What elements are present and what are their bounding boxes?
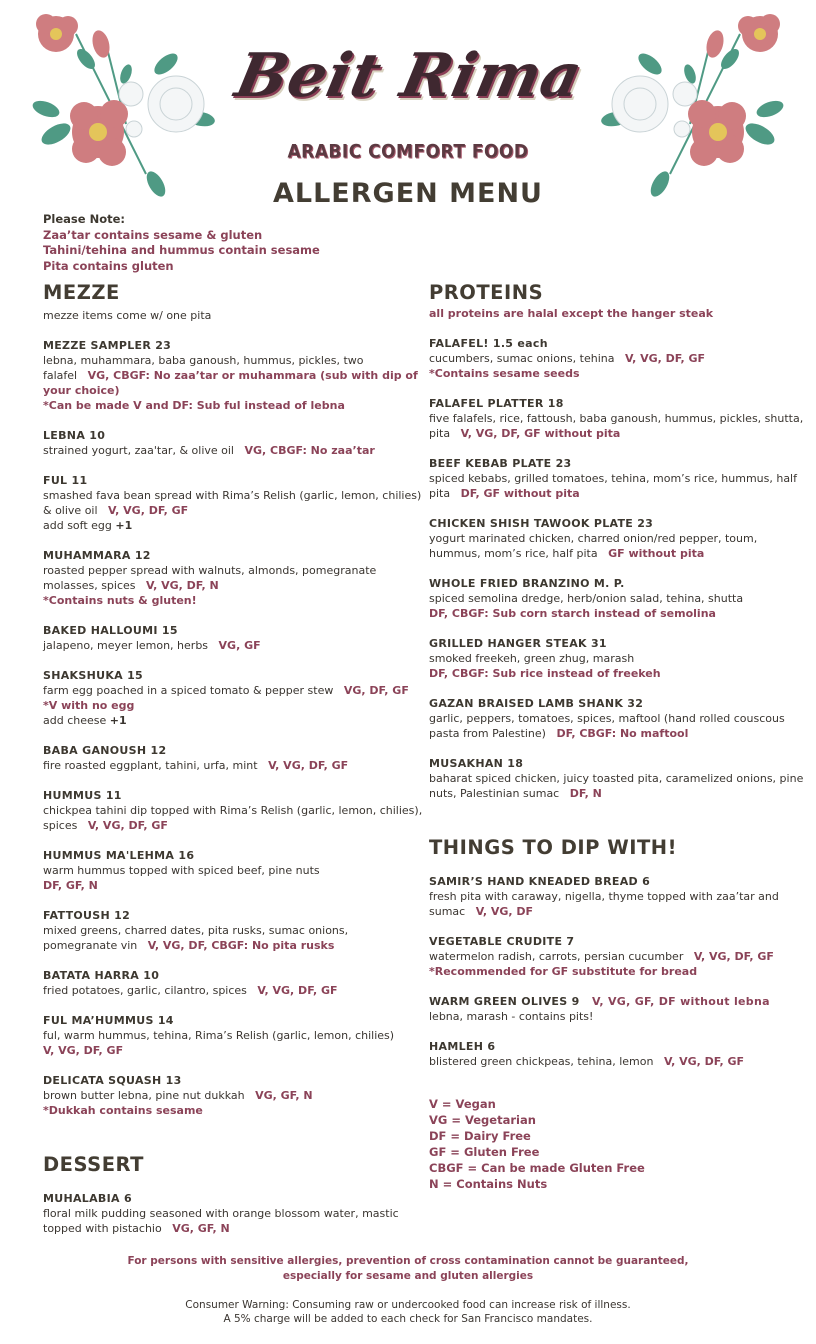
- allergen-note: *Contains nuts & gluten!: [43, 594, 197, 607]
- menu-item: [429, 756, 809, 801]
- dietary-tags: DF, CBGF: Sub corn starch instead of semolina: [429, 607, 716, 620]
- item-description: [429, 531, 809, 561]
- item-description: [43, 443, 423, 458]
- menu-item: [429, 516, 809, 561]
- item-description: [43, 863, 423, 878]
- allergy-warning-line: For persons with sensitive allergies, prevention of cross contamination cannot be guaranteed,: [127, 1255, 689, 1267]
- item-name: WARM GREEN OLIVES 9 V, VG, GF, DF without lebna: [429, 995, 770, 1008]
- legend-entry: V = Vegan: [429, 1097, 496, 1111]
- left-column: [43, 282, 423, 1236]
- description-text: smashed fava bean spread with Rima’s Relish (garlic, lemon, chilies) & olive oil: [43, 489, 422, 517]
- legend-entry: DF = Dairy Free: [429, 1129, 531, 1143]
- item-description: [43, 638, 423, 653]
- legend-entry: N = Contains Nuts: [429, 1177, 548, 1191]
- description-text: floral milk pudding seasoned with orange blossom water, mastic topped with pistachio: [43, 1207, 399, 1235]
- description-text: spiced kebabs, grilled tomatoes, tehina, mom’s rice, hummus, half pita: [429, 472, 797, 500]
- item-name: MUHAMMARA 12: [43, 549, 151, 562]
- item-description: [429, 711, 809, 741]
- menu-item: [43, 473, 423, 533]
- item-description: [429, 889, 809, 919]
- allergen-note: *Can be made V and DF: Sub ful instead of lebna: [43, 399, 345, 412]
- menu-item: [429, 1039, 809, 1069]
- section-title-proteins: PROTEINS: [429, 281, 544, 304]
- dietary-tags: DF, GF without pita: [460, 487, 580, 500]
- consumer-warning: [60, 1298, 756, 1326]
- dietary-tags: VG, CBGF: No zaa’tar: [244, 444, 375, 457]
- item-description: [429, 1009, 809, 1024]
- dietary-tags: V, VG, DF, GF: [87, 819, 168, 832]
- menu-item: [429, 994, 809, 1024]
- item-name: VEGETABLE CRUDITE 7: [429, 935, 575, 948]
- menu-item: [429, 396, 809, 441]
- description-text: spiced semolina dredge, herb/onion salad, tehina, shutta: [429, 592, 744, 605]
- proteins-list: [429, 336, 809, 801]
- section-title-dessert: DESSERT: [43, 1153, 144, 1176]
- description-text: blistered green chickpeas, tehina, lemon: [429, 1055, 654, 1068]
- item-name: GAZAN BRAISED LAMB SHANK 32: [429, 697, 644, 710]
- item-name: GRILLED HANGER STEAK 31: [429, 637, 607, 650]
- dietary-tags: V, VG, DF, GF: [268, 759, 349, 772]
- description-text: five falafels, rice, fattoush, baba ganoush, hummus, pickles, shutta, pita: [429, 412, 804, 440]
- item-description: [429, 1054, 809, 1069]
- menu-item: [43, 428, 423, 458]
- section-title-mezze: MEZZE: [43, 281, 120, 304]
- menu-item: [429, 336, 809, 381]
- dessert-list: [43, 1191, 423, 1236]
- menu-item: [43, 668, 423, 728]
- description-text: chickpea tahini dip topped with Rima’s Relish (garlic, lemon, chilies), spices: [43, 804, 423, 832]
- menu-item: [429, 696, 809, 741]
- add-on-label: add soft egg: [43, 519, 116, 532]
- description-text: smoked freekeh, green zhug, marash: [429, 652, 635, 665]
- add-on: [43, 713, 423, 728]
- allergen-note: *Dukkah contains sesame: [43, 1104, 203, 1117]
- allergy-warning: [60, 1254, 756, 1284]
- description-text: mixed greens, charred dates, pita rusks, sumac onions, pomegranate vin: [43, 924, 349, 952]
- menu-item: [43, 338, 423, 413]
- item-name: FATTOUSH 12: [43, 909, 131, 922]
- allergen-legend: [429, 1096, 645, 1192]
- item-name: BEEF KEBAB PLATE 23: [429, 457, 572, 470]
- description-text: jalapeno, meyer lemon, herbs: [43, 639, 209, 652]
- dietary-tags: V, VG, DF: [475, 905, 534, 918]
- dietary-tags: VG, CBGF: No zaa’tar or muhammara (sub with dip of your choice): [43, 369, 418, 397]
- item-name: FUL MA’HUMMUS 14: [43, 1014, 174, 1027]
- dietary-tags: V, VG, DF, N: [146, 579, 219, 592]
- section-subtitle: mezze items come w/ one pita: [43, 309, 212, 322]
- item-name: BATATA HARRA 10: [43, 969, 160, 982]
- item-description: [43, 1088, 423, 1103]
- dietary-tags: DF, GF, N: [43, 879, 98, 892]
- menu-item: [429, 874, 809, 919]
- description-text: ful, warm hummus, tehina, Rima’s Relish (garlic, lemon, chilies): [43, 1029, 395, 1042]
- menu-item: [43, 788, 423, 833]
- description-text: watermelon radish, carrots, persian cucumber: [429, 950, 684, 963]
- section-title-dip: THINGS TO DIP WITH!: [429, 836, 678, 859]
- dietary-tags: V, VG, DF, GF without pita: [460, 427, 621, 440]
- menu-item: [43, 848, 423, 893]
- description-text: brown butter lebna, pine nut dukkah: [43, 1089, 245, 1102]
- item-name: BABA GANOUSH 12: [43, 744, 167, 757]
- tagline: ARABIC COMFORT FOOD: [287, 141, 529, 163]
- description-text: lebna, muhammara, baba ganoush, hummus, pickles, two falafel: [43, 354, 364, 382]
- mezze-list: [43, 338, 423, 1118]
- dietary-tags: V, VG, DF, GF: [108, 504, 189, 517]
- dietary-tags: V, VG, DF, GF: [663, 1055, 745, 1068]
- description-text: garlic, peppers, tomatoes, spices, maftool (hand rolled couscous pasta from Palestine): [429, 712, 785, 740]
- item-name: MUHALABIA 6: [43, 1192, 132, 1205]
- note-line: Tahini/tehina and hummus contain sesame: [43, 243, 320, 257]
- legend-entry: GF = Gluten Free: [429, 1145, 540, 1159]
- item-name: FALAFEL! 1.5 each: [429, 337, 548, 350]
- item-description: [43, 488, 423, 518]
- dip-list: [429, 874, 809, 1069]
- consumer-warning-line: A 5% charge will be added to each check for San Francisco mandates.: [223, 1313, 593, 1325]
- description-text: baharat spiced chicken, juicy toasted pita, caramelized onions, pine nuts, Palestinian sumac: [429, 772, 804, 800]
- description-text: lebna, marash - contains pits!: [429, 1010, 594, 1023]
- dietary-tags: VG, GF: [218, 639, 261, 652]
- item-name: SAMIR’S HAND KNEADED BREAD 6: [429, 875, 651, 888]
- description-text: cucumbers, sumac onions, tehina: [429, 352, 615, 365]
- item-name: FUL 11: [43, 474, 88, 487]
- item-description: [43, 1206, 423, 1236]
- dietary-tags: V, VG, DF, GF: [257, 984, 338, 997]
- item-name: MUSAKHAN 18: [429, 757, 524, 770]
- item-description: [43, 1028, 423, 1043]
- item-description: [43, 353, 423, 398]
- please-note: [43, 212, 320, 274]
- menu-item: [429, 576, 809, 621]
- item-description: [43, 923, 423, 953]
- menu-item: [43, 743, 423, 773]
- dietary-tags: DF, CBGF: No maftool: [556, 727, 689, 740]
- item-name: BAKED HALLOUMI 15: [43, 624, 178, 637]
- section-subtitle: all proteins are halal except the hanger steak: [429, 307, 714, 320]
- consumer-warning-line: Consumer Warning: Consuming raw or undercooked food can increase risk of illness.: [185, 1299, 631, 1311]
- restaurant-logo: [229, 26, 589, 126]
- item-description: [429, 771, 809, 801]
- item-description: [429, 411, 809, 441]
- description-text: fried potatoes, garlic, cilantro, spices: [43, 984, 247, 997]
- dietary-tags: V, VG, GF, DF without lebna: [591, 995, 770, 1008]
- allergen-note: *Recommended for GF substitute for bread: [429, 965, 698, 978]
- right-column: [429, 282, 809, 1069]
- logo-text: Beit Rima: [229, 41, 589, 111]
- description-text: fresh pita with caraway, nigella, thyme topped with zaa’tar and sumac: [429, 890, 779, 918]
- menu-item: [43, 548, 423, 608]
- menu-item: [43, 1073, 423, 1118]
- item-description: [429, 949, 809, 964]
- item-description: [429, 651, 809, 666]
- add-on-price: +1: [115, 519, 133, 532]
- dietary-tags: GF without pita: [608, 547, 705, 560]
- menu-item: [43, 623, 423, 653]
- item-description: [43, 758, 423, 773]
- note-line: Pita contains gluten: [43, 258, 174, 273]
- legend-entry: CBGF = Can be made Gluten Free: [429, 1161, 645, 1175]
- item-name: SHAKSHUKA 15: [43, 669, 144, 682]
- item-name: HUMMUS 11: [43, 789, 122, 802]
- item-name: FALAFEL PLATTER 18: [429, 397, 564, 410]
- note-line: Zaa’tar contains sesame & gluten: [43, 227, 263, 242]
- add-on-price: +1: [109, 714, 127, 727]
- allergen-note: *Contains sesame seeds: [429, 367, 580, 380]
- dietary-tags: VG, DF, GF *V with no egg: [43, 684, 409, 712]
- item-description: [429, 471, 809, 501]
- item-description: [43, 683, 423, 713]
- menu-item: [429, 636, 809, 681]
- item-description: [429, 591, 809, 606]
- dietary-tags: V, VG, DF, CBGF: No pita rusks: [147, 939, 335, 952]
- dietary-tags: DF, N: [569, 787, 602, 800]
- description-text: yogurt marinated chicken, charred onion/red pepper, toum, hummus, mom’s rice, half pita: [429, 532, 758, 560]
- page-title: ALLERGEN MENU: [273, 178, 543, 209]
- description-text: fire roasted eggplant, tahini, urfa, mint: [43, 759, 258, 772]
- item-name: CHICKEN SHISH TAWOOK PLATE 23: [429, 517, 654, 530]
- item-description: [429, 351, 809, 366]
- note-label: Please Note:: [43, 212, 125, 226]
- item-description: [43, 803, 423, 833]
- item-name: WHOLE FRIED BRANZINO M. P.: [429, 577, 625, 590]
- add-on-label: add cheese: [43, 714, 110, 727]
- item-name: LEBNA 10: [43, 429, 106, 442]
- dietary-tags: V, VG, DF, GF: [43, 1044, 124, 1057]
- description-text: warm hummus topped with spiced beef, pine nuts: [43, 864, 320, 877]
- menu-item: [429, 456, 809, 501]
- legend-entry: VG = Vegetarian: [429, 1113, 536, 1127]
- description-text: roasted pepper spread with walnuts, almonds, pomegranate molasses, spices: [43, 564, 377, 592]
- item-name: HAMLEH 6: [429, 1040, 496, 1053]
- dietary-tags: V, VG, DF, GF: [693, 950, 774, 963]
- menu-item: [43, 1013, 423, 1058]
- dietary-tags: DF, CBGF: Sub rice instead of freekeh: [429, 667, 661, 680]
- floral-bouquet-icon: [26, 4, 226, 204]
- item-description: [43, 563, 423, 593]
- dietary-tags: VG, GF, N: [255, 1089, 313, 1102]
- add-on: [43, 518, 423, 533]
- menu-item: [43, 1191, 423, 1236]
- menu-item: [429, 934, 809, 979]
- floral-bouquet-icon: [590, 4, 790, 204]
- menu-item: [43, 968, 423, 998]
- description-text: strained yogurt, zaa'tar, & olive oil: [43, 444, 234, 457]
- item-name: DELICATA SQUASH 13: [43, 1074, 182, 1087]
- item-name: HUMMUS MA'LEHMA 16: [43, 849, 195, 862]
- dietary-tags: VG, GF, N: [172, 1222, 230, 1235]
- allergy-warning-line: especially for sesame and gluten allergies: [282, 1270, 534, 1282]
- item-name: MEZZE SAMPLER 23: [43, 339, 172, 352]
- menu-item: [43, 908, 423, 953]
- item-description: [43, 983, 423, 998]
- description-text: farm egg poached in a spiced tomato & pepper stew: [43, 684, 334, 697]
- dietary-tags: V, VG, DF, GF: [624, 352, 706, 365]
